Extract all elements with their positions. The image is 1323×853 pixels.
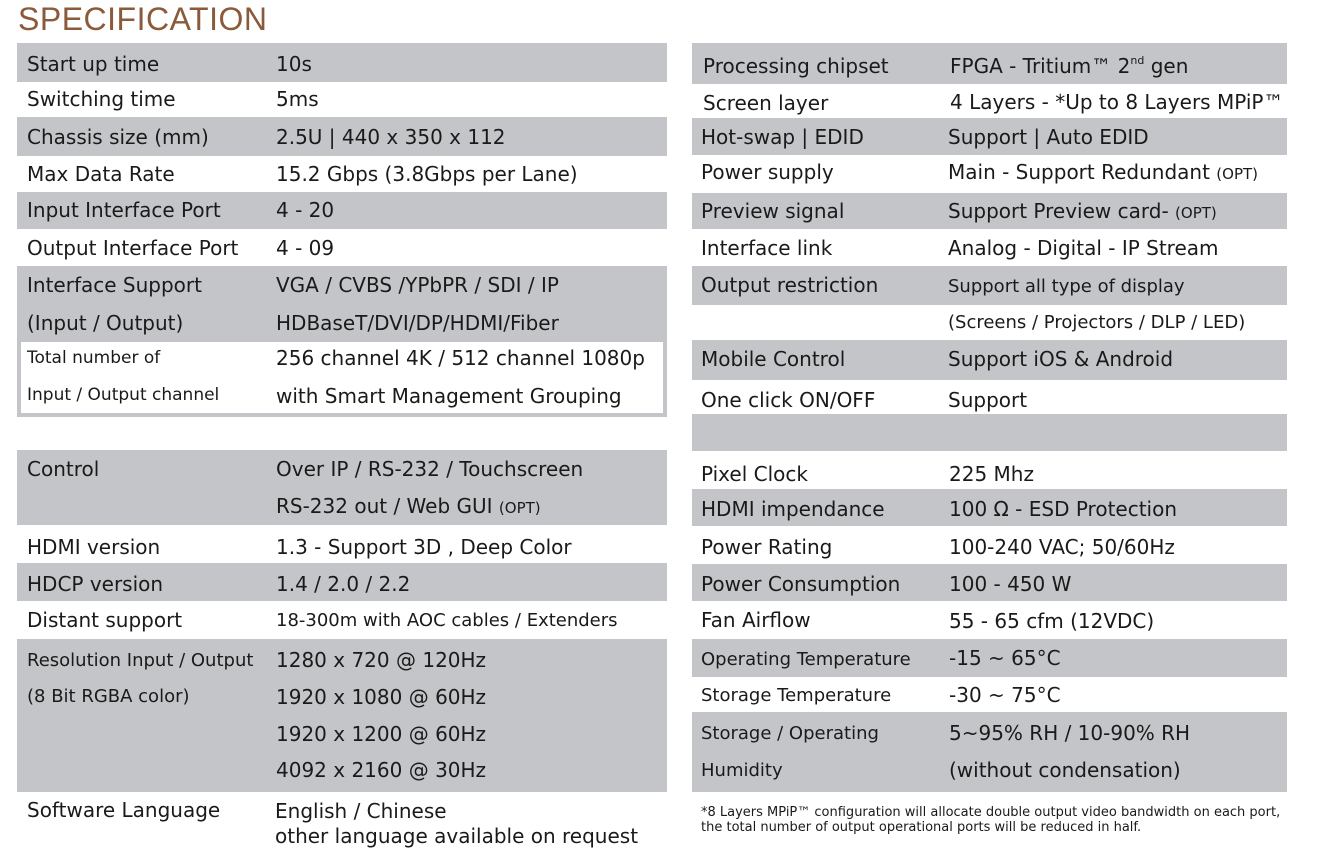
spec-label: Output restriction — [701, 273, 879, 297]
spec-row-hot-swap — [692, 118, 1287, 155]
superscript: nd — [1130, 54, 1145, 67]
resolution-value: 1920 x 1200 @ 60Hz — [276, 722, 487, 746]
spec-label: Input Interface Port — [27, 198, 221, 222]
spec-value: English / Chinese — [275, 799, 447, 823]
spec-value: other language available on request — [275, 824, 639, 848]
spec-row-distant-support — [17, 601, 667, 639]
spec-row-one-click — [692, 380, 1287, 414]
spec-row-interface-support — [17, 266, 667, 342]
footnote — [701, 805, 1301, 835]
spec-value: Support all type of display — [948, 276, 1185, 297]
spec-row-storage-temp — [692, 677, 1287, 712]
spec-label: Power Consumption — [701, 572, 901, 596]
spec-row-control — [17, 450, 667, 525]
spec-label: Distant support — [27, 608, 183, 632]
spec-value: VGA / CVBS /YPbPR / SDI / IP — [276, 273, 559, 297]
spec-value: 10s — [276, 52, 312, 76]
spec-row-output-restriction-cont — [692, 305, 1287, 340]
spec-label: Control — [27, 457, 100, 481]
spec-label: Operating Temperature — [701, 649, 911, 670]
spec-label: Software Language — [27, 798, 221, 822]
spec-value: Support — [948, 388, 1028, 412]
spec-row-switching-time — [17, 82, 667, 117]
spec-value: 5ms — [276, 87, 319, 111]
spec-row-hdmi-version — [17, 525, 667, 563]
spec-label: Power supply — [701, 160, 834, 184]
spec-label: HDCP version — [27, 572, 164, 596]
spec-row-interface-link — [692, 229, 1287, 266]
resolution-value: 4092 x 2160 @ 30Hz — [276, 758, 487, 782]
spec-value: (without condensation) — [949, 758, 1181, 782]
spec-label: Chassis size (mm) — [27, 125, 209, 149]
spec-value: 100 - 450 W — [949, 572, 1072, 596]
spec-row-input-port — [17, 192, 667, 229]
spec-value: Support Preview card- (OPT) — [948, 199, 1217, 223]
spec-value: 225 Mhz — [949, 462, 1034, 486]
spec-row-operating-temp — [692, 639, 1287, 677]
resolution-value: 1920 x 1080 @ 60Hz — [276, 685, 487, 709]
spec-value: 4 - 09 — [276, 236, 335, 260]
spec-value: 1.3 - Support 3D , Deep Color — [276, 535, 572, 559]
spec-label: Preview signal — [701, 199, 845, 223]
spec-label: Max Data Rate — [27, 162, 175, 186]
footnote-line: the total number of output operational ports will be reduced in half. — [701, 820, 1142, 835]
spec-label: Mobile Control — [701, 347, 846, 371]
spec-label: Humidity — [701, 760, 783, 781]
spec-value: 2.5U | 440 x 350 x 112 — [276, 125, 506, 149]
spec-row-screen-layer — [692, 84, 1287, 118]
spec-label: Processing chipset — [703, 54, 889, 78]
spec-label: HDMI version — [27, 535, 161, 559]
spec-label: One click ON/OFF — [701, 388, 876, 412]
spec-label: Fan Airflow — [701, 608, 811, 632]
spec-value: Support | Auto EDID — [948, 125, 1149, 149]
spec-value: 5~95% RH / 10-90% RH — [949, 721, 1191, 745]
spec-value: 4 - 20 — [276, 198, 335, 222]
spec-label: (8 Bit RGBA color) — [27, 686, 190, 707]
spec-label: Storage / Operating — [701, 723, 879, 744]
spec-row-mobile-control — [692, 340, 1287, 380]
footnote-line: *8 Layers MPiP™ configuration will allocate double output video bandwidth on each port, — [701, 805, 1281, 820]
spec-label: Interface Support — [27, 273, 202, 297]
spec-label: Switching time — [27, 87, 176, 111]
spec-value: HDBaseT/DVI/DP/HDMI/Fiber — [276, 311, 559, 335]
spec-label: Total number of — [27, 348, 161, 368]
spec-row-hdcp-version — [17, 563, 667, 601]
spec-value: 18-300m with AOC cables / Extenders — [276, 610, 618, 631]
spec-value: Main - Support Redundant (OPT) — [948, 160, 1258, 184]
spec-value: 256 channel 4K / 512 channel 1080p — [276, 346, 645, 370]
spec-value: Analog - Digital - IP Stream — [948, 236, 1219, 260]
optional-tag: (OPT) — [498, 499, 541, 517]
spec-label: Input / Output channel — [27, 385, 220, 405]
spec-label: HDMI impendance — [701, 497, 885, 521]
spec-value: -30 ~ 75°C — [949, 683, 1061, 707]
spec-value: 15.2 Gbps (3.8Gbps per Lane) — [276, 162, 578, 186]
spec-row-resolution — [17, 639, 667, 792]
spec-value: 55 - 65 cfm (12VDC) — [949, 609, 1155, 633]
spec-row-chassis-size — [17, 117, 667, 156]
spec-value: Over IP / RS-232 / Touchscreen — [276, 457, 584, 481]
page-title: SPECIFICATION — [18, 1, 268, 37]
spec-label: Power Rating — [701, 535, 833, 559]
spec-value: FPGA - Tritium™ 2nd gen — [950, 54, 1189, 78]
spec-label: Storage Temperature — [701, 685, 892, 706]
spec-row-pixel-clock — [692, 451, 1287, 489]
optional-tag: (OPT) — [1216, 165, 1258, 183]
spec-row-preview-signal — [692, 193, 1287, 229]
spec-row-max-data-rate — [17, 156, 667, 192]
spec-row-power-supply — [692, 155, 1287, 193]
spec-row-output-restriction — [692, 266, 1287, 305]
optional-tag: (OPT) — [1175, 204, 1217, 222]
spec-row-hdmi-impedance — [692, 489, 1287, 526]
spec-row-empty — [692, 414, 1287, 451]
spec-row-humidity — [692, 712, 1287, 792]
spec-value: -15 ~ 65°C — [949, 646, 1061, 670]
spec-label: Output Interface Port — [27, 236, 239, 260]
spec-label: Screen layer — [703, 91, 829, 115]
spec-row-processing-chipset — [692, 43, 1287, 84]
spec-label: Pixel Clock — [701, 462, 808, 486]
spec-value: 100 Ω - ESD Protection — [949, 497, 1178, 521]
spec-label: Hot-swap | EDID — [701, 125, 864, 149]
spec-table-left — [17, 0, 667, 853]
spec-label: Interface link — [701, 236, 833, 260]
spec-value: with Smart Management Grouping — [276, 384, 622, 408]
resolution-value: 1280 x 720 @ 120Hz — [276, 648, 487, 672]
spec-row-start-up-time — [17, 43, 667, 82]
spec-label: (Input / Output) — [27, 311, 184, 335]
spec-value: Support iOS & Android — [948, 347, 1174, 371]
spec-row-fan-airflow — [692, 601, 1287, 639]
spec-row-output-port — [17, 229, 667, 266]
spec-row-total-channel — [17, 342, 667, 417]
spec-table-right — [692, 0, 1287, 853]
spec-value: 100-240 VAC; 50/60Hz — [949, 535, 1175, 559]
spec-value: 4 Layers - *Up to 8 Layers MPiP™ — [950, 90, 1284, 114]
spec-row-power-consumption — [692, 564, 1287, 601]
spec-row-power-rating — [692, 526, 1287, 564]
spec-value: (Screens / Projectors / DLP / LED) — [948, 312, 1246, 333]
spec-label: Start up time — [27, 52, 160, 76]
spec-value: 1.4 / 2.0 / 2.2 — [276, 572, 411, 596]
spec-value: RS-232 out / Web GUI (OPT) — [276, 494, 541, 518]
spec-row-software-language — [17, 792, 667, 853]
spec-label: Resolution Input / Output — [27, 650, 254, 671]
